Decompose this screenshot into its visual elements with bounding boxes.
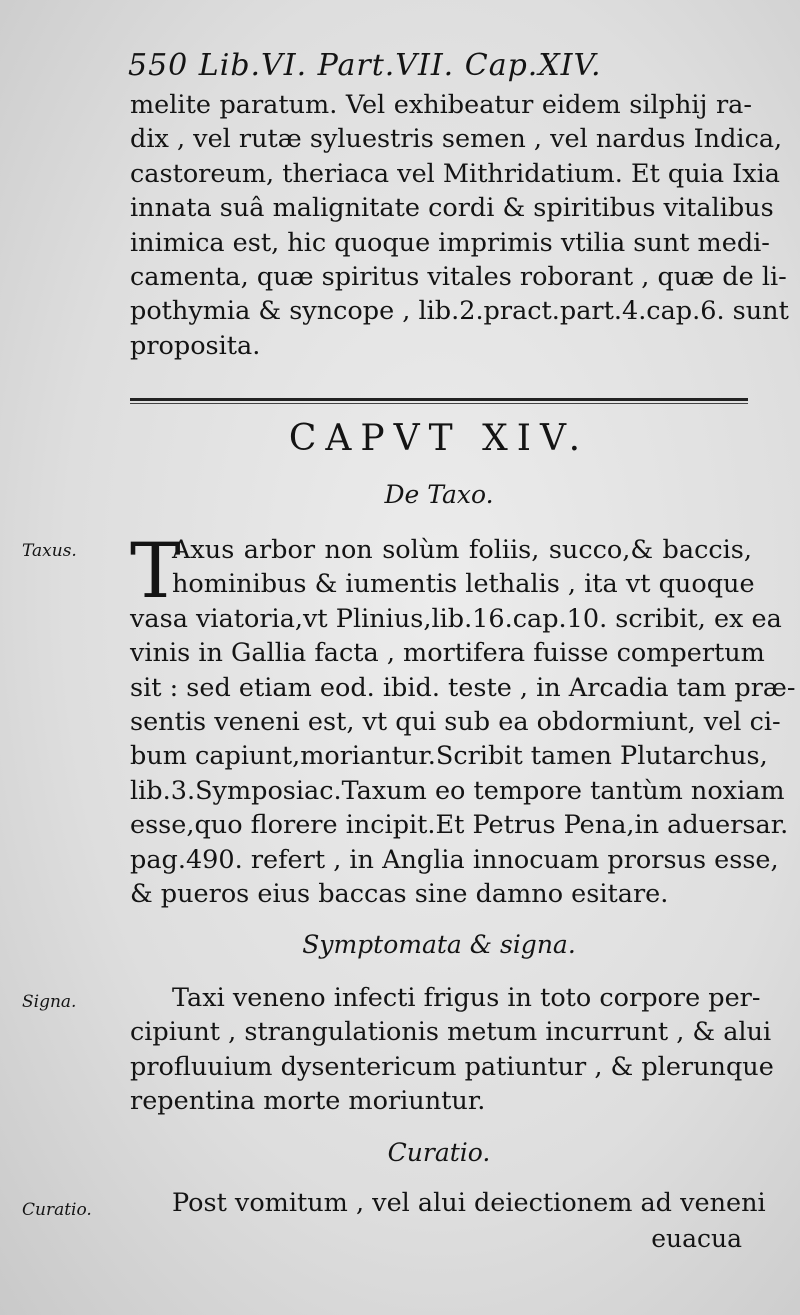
text-line: lib.3.Symposiac.Taxum eo tempore tantùm noxiam — [130, 775, 785, 806]
chapter-subtitle: De Taxo. — [384, 480, 494, 509]
drop-cap: T — [130, 526, 181, 615]
curatio-heading: Curatio. — [387, 1138, 491, 1167]
text-line: repentina morte moriuntur. — [130, 1086, 486, 1117]
text-line: & pueros eius baccas sine damno esitare. — [130, 878, 669, 909]
text-line: bum capiunt,moriantur.Scribit tamen Plutarchus, — [130, 741, 768, 772]
margin-note-taxus: Taxus. — [22, 541, 77, 561]
text-line: pag.490. refert , in Anglia innocuam prorsus esse, — [130, 844, 779, 875]
chapter-title: CAPVT XIV. — [288, 418, 590, 459]
text-line: Post vomitum , vel alui deiectionem ad veneni — [172, 1188, 766, 1218]
text-line: pothymia & syncope , lib.2.pract.part.4.cap.6. sunt — [130, 296, 789, 327]
text-line: vasa viatoria,vt Plinius,lib.16.cap.10. scribit, ex ea — [130, 603, 782, 634]
text-line: Taxi veneno infecti frigus in toto corpore per- — [172, 983, 761, 1013]
text-line: proposita. — [130, 330, 261, 361]
catchword: euacua — [651, 1224, 742, 1253]
text-line: sit : sed etiam eod. ibid. teste , in Arcadia tam præ- — [130, 672, 796, 703]
signa-paragraph — [130, 981, 774, 1119]
text-line: Axus arbor non solùm foliis, succo,& baccis, — [172, 535, 752, 565]
text-line: cipiunt , strangulationis metum incurrunt , & alui — [130, 1017, 772, 1048]
text-line: camenta, quæ spiritus vitales roborant , quæ de li- — [130, 261, 787, 292]
text-line: dix , vel rutæ syluestris semen , vel nardus Indica, — [130, 124, 783, 155]
margin-note-signa: Signa. — [22, 992, 77, 1012]
signa-heading: Symptomata & signa. — [302, 930, 576, 959]
intro-paragraph — [130, 88, 789, 363]
section-rule — [130, 398, 748, 404]
text-line: sentis veneni est, vt qui sub ea obdormiunt, vel ci- — [130, 706, 781, 737]
running-head: 550 Lib.VI. Part.VII. Cap.XIV. — [128, 48, 602, 83]
text-line: hominibus & iumentis lethalis , ita vt quoque — [172, 569, 755, 600]
text-line: esse,quo florere incipit.Et Petrus Pena,in aduersar. — [130, 810, 789, 841]
text-line: vinis in Gallia facta , mortifera fuisse compertum — [130, 638, 765, 669]
curatio-paragraph — [130, 1186, 766, 1220]
text-line: profluuium dysentericum patiuntur , & plerunque — [130, 1051, 774, 1082]
text-line: melite paratum. Vel exhibeatur eidem silphij ra- — [130, 90, 752, 120]
margin-note-curatio: Curatio. — [22, 1200, 92, 1220]
text-line: innata suâ malignitate cordi & spiritibus vitalibus — [130, 193, 774, 224]
text-line: castoreum, theriaca vel Mithridatium. Et quia Ixia — [130, 158, 780, 189]
text-line: inimica est, hic quoque imprimis vtilia sunt medi- — [130, 227, 770, 258]
taxus-paragraph — [130, 526, 796, 911]
